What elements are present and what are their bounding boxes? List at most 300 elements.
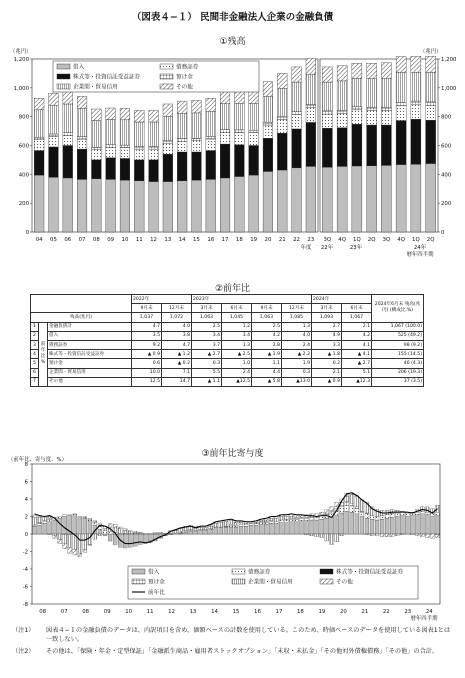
bar-segment [88,519,92,521]
bar-segment [234,103,244,130]
x-tick-label: 18 [235,237,243,243]
bar-segment [264,524,268,534]
yoy-value: ▲ 4.1 [342,350,372,359]
legend-swatch [57,64,70,69]
x-tick-label: 12 [150,237,157,243]
x-tick-label: 15 [232,609,240,615]
bar-segment [53,534,57,536]
yoy-value: 1.1 [252,359,282,368]
bar-segment [279,520,283,523]
table-row [31,322,424,331]
y-tick-label: 800 [18,114,29,121]
bar-segment [411,119,421,164]
bar-segment [83,517,87,518]
x-tick-label: 15 [193,237,200,243]
bar-segment [192,138,202,141]
bar-segment [77,137,87,140]
table-row [31,359,424,368]
bar-segment [289,517,293,519]
bar-segment [33,524,37,525]
yoy-value: 2.8 [252,340,282,349]
year-header: 2024年 [312,295,372,304]
balance-chart [0,44,465,269]
bar-segment [49,147,59,177]
bar-segment [264,520,268,522]
bar-segment [49,134,59,137]
y-axis-label: （兆円） [10,49,32,55]
row-label: 債務証券 [48,340,132,349]
bar-segment [335,503,339,507]
bar-segment [292,115,302,129]
yoy-value: 2.4 [222,368,252,377]
bar-segment [103,529,107,531]
bar-segment [350,503,354,506]
bar-segment [34,137,44,140]
x-tick-label: 3Q [323,237,332,243]
yoy-value: 1.0 [222,359,252,368]
yoy-value: 3.4 [192,331,222,340]
y-tick-label: 6 [24,479,28,486]
yoy-value: ▲ 1.8 [312,350,342,359]
bar-segment [43,524,47,535]
bar-segment [63,104,73,133]
bar-segment [289,518,293,519]
bar-segment [381,125,391,165]
balance-header: 2024年6月末 残高(兆円) (構成比,%) [372,295,424,323]
bar-segment [48,522,52,534]
period-header: 9月末 [252,304,282,313]
bar-segment [174,531,178,534]
yoy-value: 9.2 [132,340,162,349]
yoy-value: ▲ 2.2 [282,350,312,359]
yoy-value: ▲12.5 [222,377,252,386]
bar-segment [192,100,202,113]
bar-segment [179,531,183,532]
bar-segment [375,520,379,534]
bar-segment [305,534,309,535]
x-axis-suffix: 年度 [300,245,312,251]
bar-segment [300,518,304,521]
bar-segment [322,111,332,114]
bar-segment [340,507,344,513]
bar-segment [91,160,101,179]
bar-segment [436,534,440,535]
balance-legend [53,61,259,92]
bar-segment [337,114,347,128]
bar-segment [385,534,389,537]
x-tick-label: 20 [339,609,347,615]
bar-segment [108,531,112,534]
bar-segment [220,132,230,144]
bar-segment [63,133,73,136]
bar-segment [73,515,77,534]
bar-segment [153,532,157,533]
bar-segment [220,104,230,130]
bar-segment [206,151,216,180]
bar-segment [292,82,302,112]
section-title-yoy: ②前年比 [214,284,251,294]
bar-segment [83,517,87,518]
bar-segment [390,534,394,537]
bar-segment [179,529,183,532]
x-tick-label: 14 [211,609,218,615]
bar-segment [381,165,391,232]
yoy-value: 1.3 [222,340,252,349]
bar-segment [78,517,82,535]
note-label: （注2） [12,648,35,655]
bar-segment [292,67,302,82]
y-tick-label: 200 [18,201,29,208]
x-tick-label: 1Q [412,237,420,243]
bar-segment [163,104,173,116]
bar-segment [322,128,332,167]
y-tick-label: -6 [22,584,28,591]
bar-segment [310,520,314,534]
bar-segment [98,534,102,536]
bar-segment [78,534,82,553]
period-header: 6月末 [222,304,252,313]
bar-segment [88,518,92,519]
bar-segment [163,116,173,141]
bar-segment [436,512,440,516]
note-text: その他は、「保険・年金・定型保証」「金融派生商品・雇用者ストックオプション」「未収・未払金」「その他対外債権債務」「その他」の合計。 [46,648,439,655]
bar-segment [381,63,391,79]
bar-segment [305,517,309,518]
bar-segment [63,534,67,535]
bar-segment [33,517,37,524]
bar-segment [113,524,117,527]
y-tick-label: 8 [24,462,28,468]
bar-segment [249,525,253,534]
x-tick-label: 3Q [382,237,391,243]
bar-segment [163,143,173,154]
row-number: 3 [31,340,39,349]
bar-segment [106,145,116,148]
bar-segment [426,56,436,72]
bar-segment [367,79,377,108]
total-value: 1,037 [132,313,162,322]
bar-segment [77,139,87,149]
bar-segment [209,526,213,529]
yoy-value: ▲ 0.2 [162,359,192,368]
x-axis-suffix: 暦年四半期 [406,252,434,258]
x-tick-label: 13 [164,237,172,243]
bar-segment [34,151,44,176]
bar-segment [53,536,57,539]
bar-segment [263,138,273,171]
yoy-value: ▲ 1.1 [192,377,222,386]
legend-label: 借入 [148,569,160,576]
bar-segment [38,524,42,526]
balance-value: 206 (19.3) [372,368,424,377]
bar-segment [224,528,228,534]
bar-segment [106,120,116,145]
balance-value: 1,067 (100.0) [372,322,424,331]
bar-segment [279,517,283,521]
bar-segment [411,104,421,119]
y-tick-label: 2 [24,514,28,521]
bar-segment [375,534,379,536]
bar-segment [249,146,259,176]
y-tick-label: 600 [18,143,29,150]
legend-swatch [232,579,245,584]
bar-segment [63,544,67,549]
period-header: 9月末 [132,304,162,313]
bar-segment [380,519,384,534]
bar-segment [83,518,87,534]
bar-segment [355,496,359,507]
total-value: 1,045 [222,313,252,322]
bar-segment [277,120,287,134]
bar-segment [133,532,137,533]
bar-segment [149,110,159,122]
bar-segment [292,112,302,115]
bar-segment [254,523,258,524]
y-tick-label: 400 [441,172,452,179]
bar-segment [325,534,329,541]
bar-segment [269,522,273,524]
legend-label: その他 [176,84,193,91]
bar-segment [204,530,208,531]
bar-segment [43,521,47,522]
bar-segment [426,105,436,120]
section-title-balance: ①残高 [219,37,246,47]
legend-label: 前年比 [148,590,165,596]
x-tick-label: 10 [121,237,129,243]
bar-segment [206,179,216,232]
x-tick-label: 16 [207,237,215,243]
x-tick-label: 17 [221,237,229,243]
bar-segment [177,181,187,232]
bar-segment [49,93,59,105]
bar-segment [244,524,248,525]
bar-segment [249,130,259,133]
bar-segment [337,81,347,111]
bar-segment [163,154,173,181]
bar-segment [43,522,47,524]
bar-segment [337,166,347,232]
year-label: 22年 [320,245,334,251]
bar-segment [277,170,287,232]
bar-segment [352,124,362,166]
bar-segment [149,182,159,232]
x-tick-label: 06 [64,237,72,243]
x-tick-label: 11 [135,237,143,243]
yoy-value: ▲13.0 [282,377,312,386]
bar-segment [134,147,144,150]
bar-segment [134,181,144,232]
bar-segment [315,517,319,520]
x-tick-label: 16 [254,609,261,615]
bar-segment [263,82,273,96]
bar-segment [345,502,349,506]
bar-segment [88,521,92,534]
bar-segment [149,149,159,160]
bar-segment [360,517,364,535]
bar-segment [269,518,273,521]
bar-segment [330,534,334,545]
bar-segment [426,120,436,163]
bar-segment [49,105,59,134]
x-tick-label: 17 [275,609,283,615]
balance-value: 37 (3.5) [372,377,424,386]
bar-segment [68,534,72,535]
bar-segment [274,518,278,522]
yoy-value: 0.2 [312,359,342,368]
table-row [31,368,424,377]
bar-segment [106,179,116,232]
yoy-value: ▲ 1.9 [252,350,282,359]
bar-segment [93,521,97,522]
yoy-value: 7.1 [162,368,192,377]
notes [12,626,452,659]
x-tick-label: 10 [125,609,133,615]
y-tick-label: 1,000 [441,85,457,92]
bar-segment [330,507,334,511]
bar-segment [277,73,287,88]
bar-segment [33,525,37,526]
bar-segment [63,135,73,145]
yoy-value: ▲ 0.9 [132,350,162,359]
bar-segment [143,533,147,534]
bar-segment [259,522,263,523]
bar-segment [352,110,362,124]
yoy-value: 4.9 [312,331,342,340]
x-tick-label: 08 [39,609,47,615]
totals-label: 残高(兆円) [31,313,132,322]
bar-segment [415,512,419,515]
yoy-value: 10.0 [132,368,162,377]
section-title-contrib: ③前年比寄与度 [201,449,264,459]
legend-swatch [132,579,145,584]
year-label: 23年 [349,245,363,251]
yoy-value: 4.7 [132,322,162,331]
yoy-value: ▲ 2.7 [192,350,222,359]
page-title: （図表４−１） 民間非金融法人企業の金融負債 [131,12,334,23]
bar-segment [177,141,187,152]
bar-segment [77,179,87,232]
x-tick-label: 14 [178,237,186,243]
bar-segment [38,525,42,534]
yoy-value: 4.0 [282,331,312,340]
bar-segment [93,534,97,539]
bar-segment [360,512,364,516]
bar-segment [224,526,228,527]
bar-segment [77,96,87,108]
bar-segment [365,534,369,535]
bar-segment [284,520,288,523]
bar-segment [33,516,37,518]
bar-segment [330,510,334,513]
bar-segment [279,523,283,534]
bar-segment [128,534,132,547]
bar-segment [103,531,107,535]
period-header: 3月末 [312,304,342,313]
bar-segment [430,514,434,517]
bar-segment [234,145,244,177]
bar-segment [192,180,202,232]
bar-segment [163,141,173,144]
y-tick-label: -4 [22,567,28,573]
legend-swatch [160,74,173,79]
bar-segment [284,523,288,534]
header-blank [31,295,132,313]
bar-segment [360,500,364,511]
bar-segment [184,532,188,534]
bar-segment [120,108,130,120]
bar-segment [410,516,414,534]
bar-segment [436,516,440,534]
bar-segment [189,531,193,532]
bar-segment [425,534,429,538]
bar-segment [234,527,238,534]
yoy-value: 3.3 [312,340,342,349]
legend-swatch [57,74,70,79]
bar-segment [106,158,116,180]
bar-segment [430,517,434,535]
x-tick-label: 09 [103,609,111,615]
note-row [12,626,452,644]
bar-segment [199,531,203,535]
y-axis-label: （前年比、寄与度、%） [8,457,68,463]
bar-segment [294,518,298,519]
yoy-value: 2.5 [192,322,222,331]
year-header: 2023年 [192,295,312,304]
x-tick-label: 12 [168,609,176,615]
y-tick-label: -2 [22,549,28,556]
bar-segment [269,521,273,522]
bar-segment [214,528,218,529]
bar-segment [58,518,62,534]
bar-segment [148,533,152,534]
yoy-value: 4.1 [342,340,372,349]
bar-segment [405,513,409,517]
legend-swatch [57,84,70,89]
bar-segment [138,533,142,534]
bar-segment [411,101,421,104]
yoy-value: 0.3 [192,359,222,368]
bar-segment [179,532,183,533]
yoy-value: 3.8 [162,331,192,340]
bar-segment [330,517,334,534]
yoy-value: ▲ 0.9 [312,377,342,386]
note-text: 図表４−１の金融負債のデータは、内訳項目を含め、価額ベースの計数を使用している。このため、時価ベースのデータを使用している図表1とは一致しない。 [46,627,451,643]
bar-segment [426,164,436,232]
row-number: 6 [31,368,39,377]
note-row [12,647,452,656]
row-number: 4 [31,350,39,359]
bar-segment [337,66,347,81]
bar-segment [206,136,216,139]
bar-segment [390,513,394,514]
bar-segment [234,525,238,527]
bar-segment [405,517,409,535]
bar-segment [367,125,377,166]
bar-segment [249,133,259,146]
bar-segment [415,534,419,536]
yoy-value: ▲ 1.2 [162,350,192,359]
x-tick-label: 18 [296,609,304,615]
bar-segment [48,534,52,535]
bar-segment [163,182,173,232]
x-tick-label: 2Q [367,237,376,243]
legend-label: 企業間・貿易信用 [248,579,293,586]
balance-value: 98 (9.2) [372,340,424,349]
bar-segment [322,167,332,232]
bar-segment [133,531,137,532]
row-number: 1 [31,322,39,331]
legend-swatch [232,569,245,574]
